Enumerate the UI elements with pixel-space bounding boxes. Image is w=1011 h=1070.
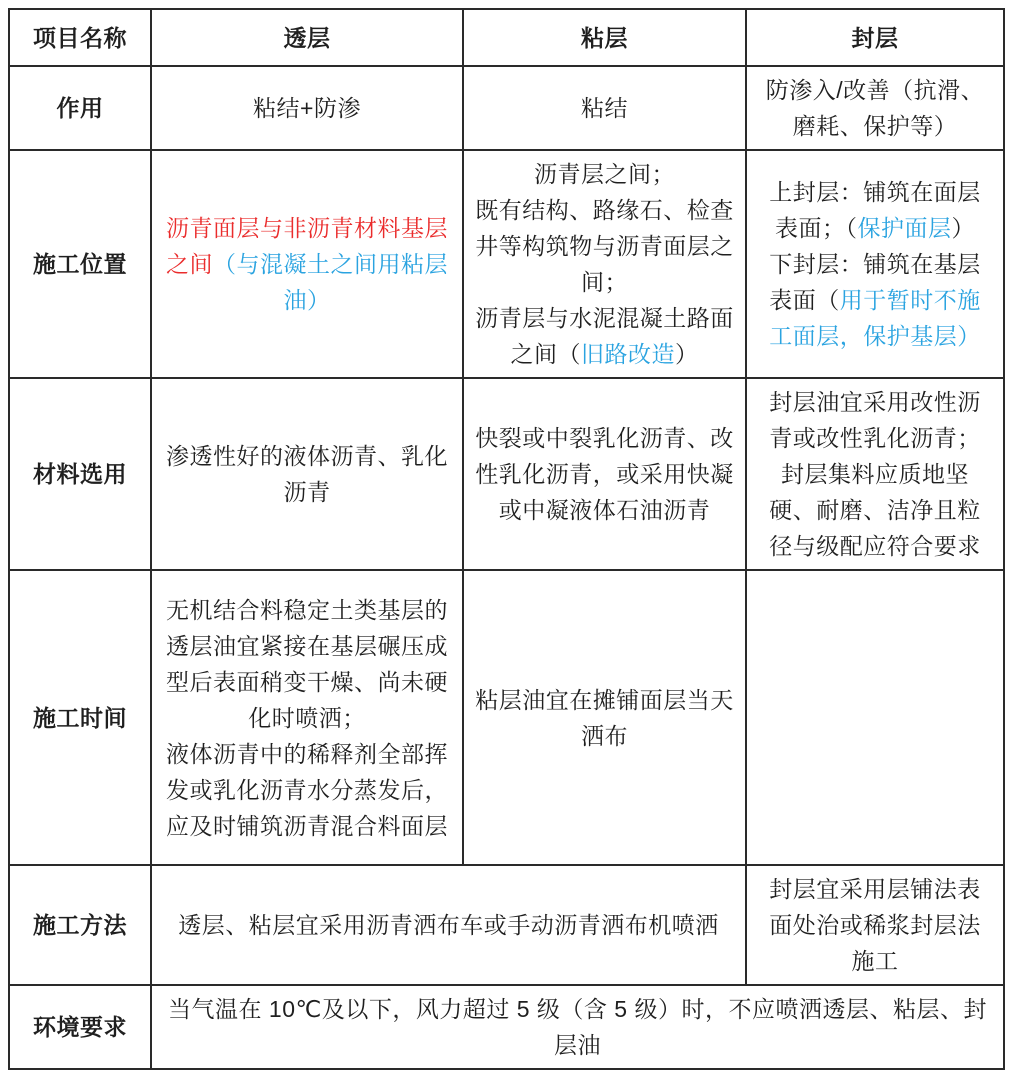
row-label-environment: 环境要求 (9, 985, 151, 1069)
header-tack-coat: 粘层 (463, 9, 746, 66)
cell-material-prime: 渗透性好的液体沥青、乳化沥青 (151, 378, 463, 570)
row-position (9, 150, 1004, 378)
row-method (9, 865, 1004, 985)
cell-function-seal: 防渗入/改善（抗滑、磨耗、保护等） (746, 66, 1004, 150)
row-label-function: 作用 (9, 66, 151, 150)
cell-function-prime: 粘结+防渗 (151, 66, 463, 150)
cell-material-tack: 快裂或中裂乳化沥青、改性乳化沥青，或采用快凝或中凝液体石油沥青 (463, 378, 746, 570)
cell-timing-seal (746, 570, 1004, 865)
header-row (9, 9, 1004, 66)
header-prime-coat: 透层 (151, 9, 463, 66)
cell-position-seal: 上封层：铺筑在面层表面；（保护面层） 下封层：铺筑在基层表面（用于暂时不施工面层，保护基层） (746, 150, 1004, 378)
construction-layers-table (8, 8, 1005, 1070)
header-item-name: 项目名称 (9, 9, 151, 66)
row-label-material: 材料选用 (9, 378, 151, 570)
cell-timing-prime: 无机结合料稳定土类基层的透层油宜紧接在基层碾压成型后表面稍变干燥、尚未硬化时喷洒； 液体沥青中的稀释剂全部挥发或乳化沥青水分蒸发后，应及时铺筑沥青混合料面层 (151, 570, 463, 865)
row-label-timing: 施工时间 (9, 570, 151, 865)
cell-timing-tack: 粘层油宜在摊铺面层当天洒布 (463, 570, 746, 865)
cell-position-prime: 沥青面层与非沥青材料基层之间（与混凝土之间用粘层油） (151, 150, 463, 378)
row-timing (9, 570, 1004, 865)
cell-function-tack: 粘结 (463, 66, 746, 150)
row-label-method: 施工方法 (9, 865, 151, 985)
cell-material-seal: 封层油宜采用改性沥青或改性乳化沥青； 封层集料应质地坚硬、耐磨、洁净且粒径与级配应符合要求 (746, 378, 1004, 570)
cell-environment-all: 当气温在 10℃及以下，风力超过 5 级（含 5 级）时，不应喷洒透层、粘层、封层油 (151, 985, 1004, 1069)
cell-position-tack: 沥青层之间； 既有结构、路缘石、检查井等构筑物与沥青面层之间； 沥青层与水泥混凝土路面之间（旧路改造） (463, 150, 746, 378)
cell-method-prime-tack: 透层、粘层宜采用沥青洒布车或手动沥青洒布机喷洒 (151, 865, 746, 985)
row-function (9, 66, 1004, 150)
row-label-position: 施工位置 (9, 150, 151, 378)
row-material (9, 378, 1004, 570)
row-environment (9, 985, 1004, 1069)
spec-table-container (8, 8, 1005, 1070)
cell-method-seal: 封层宜采用层铺法表面处治或稀浆封层法施工 (746, 865, 1004, 985)
header-seal-coat: 封层 (746, 9, 1004, 66)
